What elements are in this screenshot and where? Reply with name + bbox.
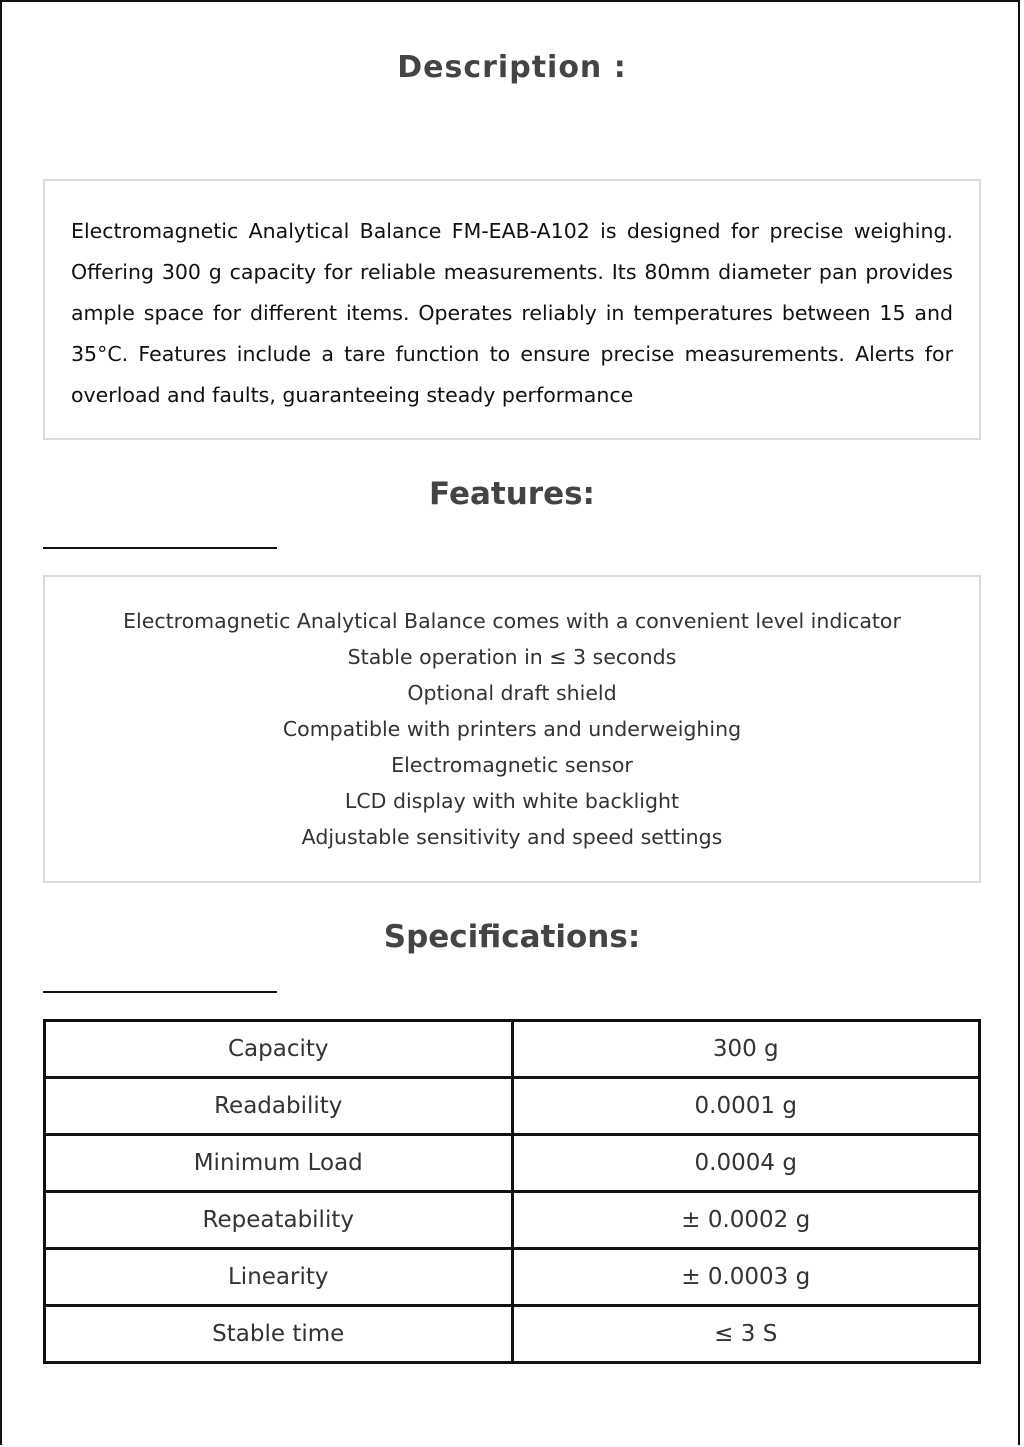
specifications-divider — [43, 991, 277, 993]
description-text: Electromagnetic Analytical Balance FM-EAB-A102 is designed for precise weighing. Offering 300 g capacity for reliable measurements. Its 80mm diameter pan provides ample space for different items. Operates reliably in temperatures between 15 and 35°C. Features include a tare function to ensure precise measurements. Alerts for overload and faults, guaranteeing steady performance — [71, 219, 953, 407]
spec-label: Linearity — [45, 1249, 513, 1306]
spec-value: 0.0004 g — [512, 1135, 980, 1192]
spec-value: ± 0.0002 g — [512, 1192, 980, 1249]
features-divider — [43, 547, 277, 549]
specifications-heading: Specifications: — [383, 919, 641, 955]
feature-item: LCD display with white backlight — [344, 789, 680, 813]
spec-value: 300 g — [512, 1021, 980, 1078]
table-row — [45, 1078, 980, 1135]
spec-label: Repeatability — [45, 1192, 513, 1249]
table-row — [45, 1135, 980, 1192]
feature-item: Stable operation in ≤ 3 seconds — [347, 645, 677, 669]
spec-label: Readability — [45, 1078, 513, 1135]
feature-item: Electromagnetic sensor — [391, 753, 633, 777]
table-row — [45, 1192, 980, 1249]
feature-item: Electromagnetic Analytical Balance comes with a convenient level indicator — [123, 609, 901, 633]
description-box — [43, 179, 981, 440]
table-row — [45, 1306, 980, 1363]
features-heading: Features: — [429, 476, 595, 512]
spec-label: Capacity — [45, 1021, 513, 1078]
spec-value: 0.0001 g — [512, 1078, 980, 1135]
feature-item: Compatible with printers and underweighing — [282, 717, 742, 741]
features-list — [45, 603, 979, 855]
feature-item: Optional draft shield — [407, 681, 617, 705]
features-box — [43, 575, 981, 883]
specifications-table — [43, 1019, 981, 1364]
table-row — [45, 1249, 980, 1306]
description-heading: Description : — [397, 50, 627, 85]
spec-label: Stable time — [45, 1306, 513, 1363]
spec-value: ≤ 3 S — [512, 1306, 980, 1363]
spec-value: ± 0.0003 g — [512, 1249, 980, 1306]
table-row — [45, 1021, 980, 1078]
spec-label: Minimum Load — [45, 1135, 513, 1192]
feature-item: Adjustable sensitivity and speed settings — [301, 825, 723, 849]
